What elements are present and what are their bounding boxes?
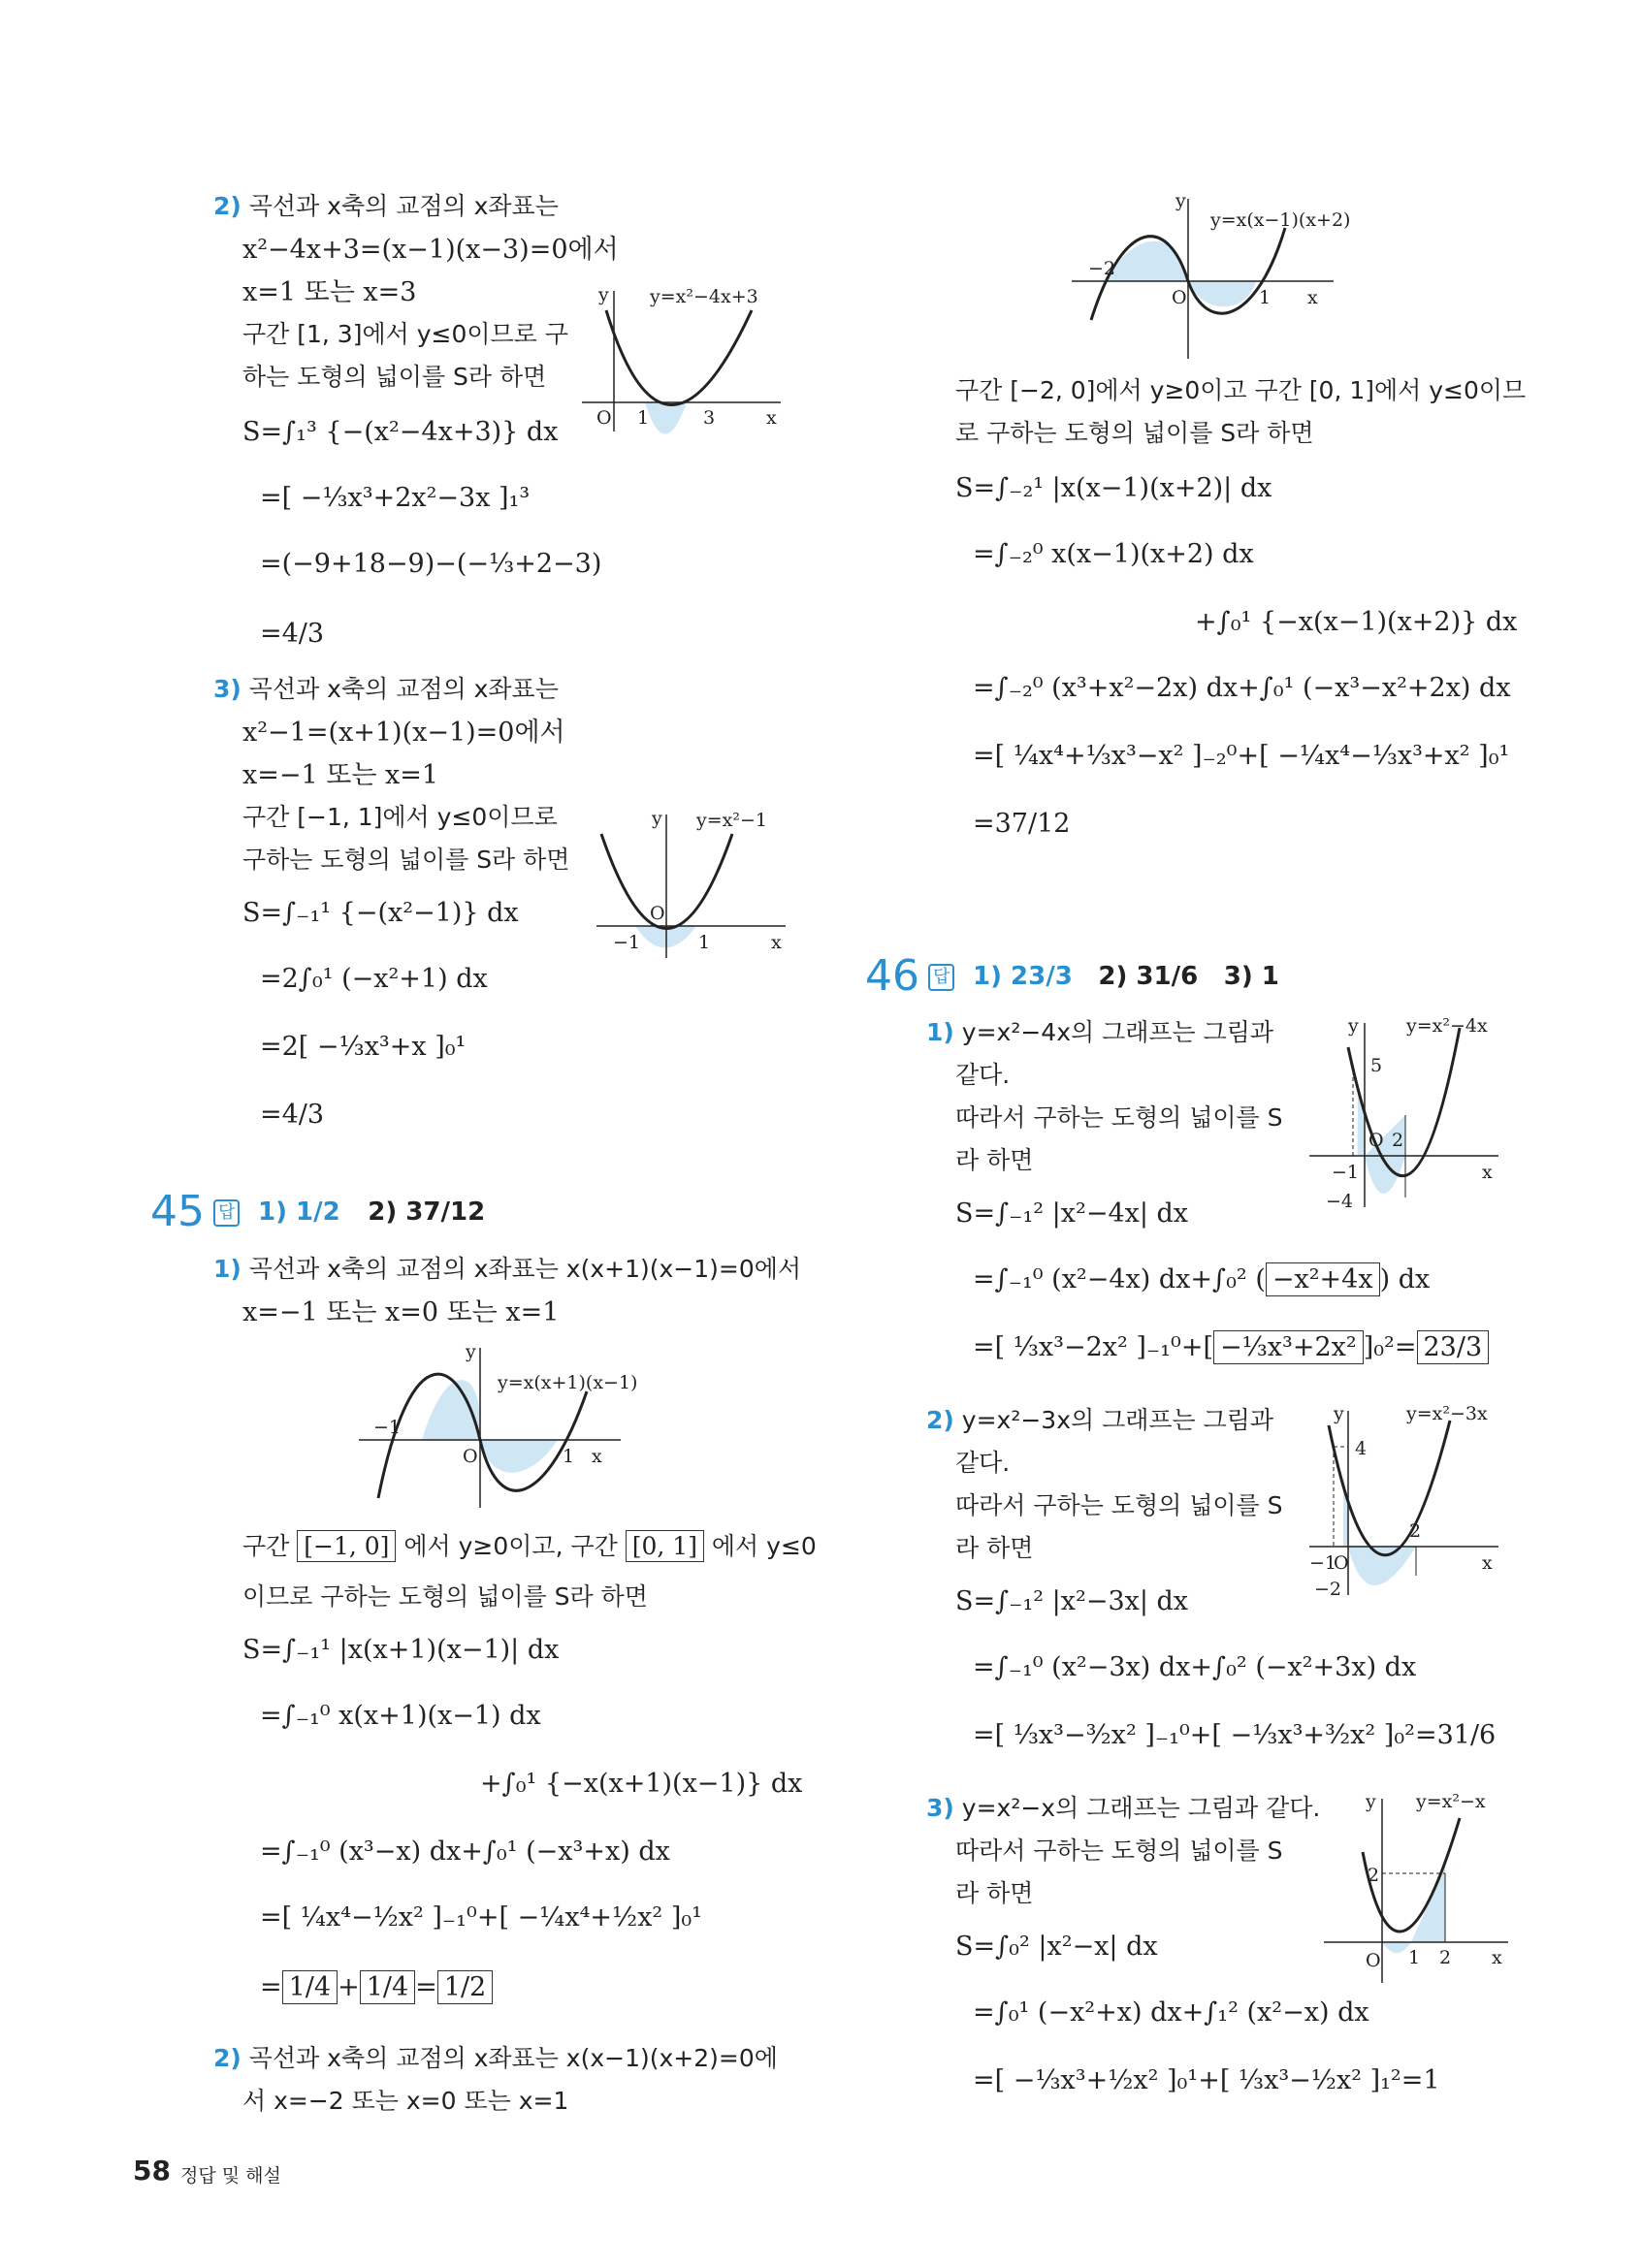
- q44-part3-math4: =4/3: [260, 1100, 325, 1130]
- y-label: y: [1175, 190, 1186, 211]
- tick-neg1: −1: [373, 1417, 402, 1438]
- q44-part3-line2: x²−1=(x+1)(x−1)=0에서: [242, 718, 565, 748]
- q44-part3-line1: [213, 677, 559, 701]
- text: 구간: [242, 1532, 290, 1560]
- tick-1: 1: [563, 1446, 575, 1467]
- graph-title: y=x(x−1)(x+2): [1210, 209, 1351, 231]
- q44-part3-line5: 구하는 도형의 넓이를 S라 하면: [242, 846, 570, 874]
- shaded-region: [645, 402, 687, 434]
- q46-part1-math3: [973, 1334, 1489, 1360]
- q46-part2-line1: [926, 1408, 1273, 1432]
- tick-neg4: −4: [1326, 1191, 1354, 1212]
- x-label: x: [771, 932, 782, 953]
- curve: [606, 310, 752, 405]
- tick-5: 5: [1370, 1055, 1383, 1076]
- q46-part2-line4: 라 하면: [955, 1534, 1034, 1562]
- q44-part2-math3: =(−9+18−9)−(−⅓+2−3): [260, 549, 602, 579]
- graph-title: y=x²−3x: [1406, 1403, 1488, 1424]
- graph-x2-4x-3: [577, 281, 790, 436]
- text: 곡선과 x축의 교점의 x좌표는 x(x−1)(x+2)=0에: [248, 2044, 778, 2072]
- q44-part3-math3: =2[ −⅓x³+x ]₀¹: [260, 1032, 467, 1062]
- q45-part2-line3: 구간 [−2, 0]에서 y≥0이고 구간 [0, 1]에서 y≤0이므: [955, 376, 1527, 404]
- answer-tag: 답: [213, 1199, 240, 1227]
- q46-part1-line2: 같다.: [955, 1061, 1011, 1089]
- answer-3: 3) 1: [1223, 962, 1279, 991]
- origin-label: O: [463, 1446, 478, 1467]
- q46-part2-line3: 따라서 구하는 도형의 넓이를 S: [955, 1491, 1283, 1519]
- q45-part1-line1: [213, 1257, 801, 1281]
- graph-title: y=x²−4x+3: [650, 286, 758, 307]
- shaded-region-right: [1348, 1547, 1416, 1585]
- graph-x-x+1-x-1: [354, 1338, 684, 1513]
- graph-title: y=x(x+1)(x−1): [498, 1372, 638, 1393]
- shaded-region-right: [1365, 1115, 1405, 1194]
- q45-part1-math2: =∫₋₁⁰ x(x+1)(x−1) dx: [260, 1701, 541, 1731]
- q46-part2-math3: =[ ⅓x³−³⁄₂x² ]₋₁⁰+[ −⅓x³+³⁄₂x² ]₀²=31/6: [973, 1720, 1497, 1750]
- y-label: y: [598, 284, 609, 305]
- tick-2: 2: [1439, 1947, 1452, 1968]
- origin-label: O: [1366, 1950, 1381, 1971]
- q45-part1-math4: =∫₋₁⁰ (x³−x) dx+∫₀¹ (−x³+x) dx: [260, 1837, 670, 1867]
- q45-part1-math6: = 1/4 + 1/4 = 1/2: [260, 1974, 493, 2000]
- graph-x2-1: [592, 805, 795, 960]
- q45-part1-line4: 이므로 구하는 도형의 넓이를 S라 하면: [242, 1582, 648, 1611]
- x-label: x: [1307, 287, 1318, 308]
- q45-part1-math5: =[ ¼x⁴−½x² ]₋₁⁰+[ −¼x⁴+½x² ]₀¹: [260, 1902, 703, 1933]
- tick-neg1: −1: [613, 932, 641, 953]
- x-label: x: [1482, 1552, 1493, 1574]
- part-label: 1): [213, 1255, 241, 1283]
- text: 에서 y≥0이고, 구간: [403, 1532, 618, 1560]
- q45-part1-math3: +∫₀¹ {−x(x+1)(x−1)} dx: [480, 1769, 803, 1799]
- question-number-46: 46: [865, 951, 919, 1001]
- part-label: 3): [213, 675, 241, 703]
- shaded-region-left: [1382, 1942, 1411, 1953]
- part-label: 3): [926, 1794, 954, 1822]
- part-label: 2): [213, 192, 241, 220]
- x-label: x: [1492, 1947, 1502, 1968]
- boxed-result: 23/3: [1417, 1330, 1490, 1364]
- q46-part3-math3: =[ −⅓x³+½x² ]₀¹+[ ⅓x³−½x² ]₁²=1: [973, 2065, 1440, 2095]
- answer-1: 1) 1/2: [257, 1198, 340, 1227]
- q44-part2-math2: =[ −⅓x³+2x²−3x ]₁³: [260, 483, 531, 513]
- boxed-interval-1: [−1, 0]: [297, 1530, 396, 1562]
- boxed-expression: −x²+4x: [1266, 1262, 1380, 1296]
- x-label: x: [592, 1446, 602, 1467]
- tick-2: 2: [1409, 1520, 1422, 1542]
- q45-part2-math1: S=∫₋₂¹ |x(x−1)(x+2)| dx: [955, 473, 1272, 503]
- boxed-value-a: 1/4: [282, 1970, 338, 2004]
- q45-part2-math6: =37/12: [973, 809, 1071, 839]
- q46-answers: [928, 963, 1279, 991]
- boxed-expression: −⅓x³+2x²: [1213, 1330, 1364, 1364]
- q44-part3-math2: =2∫₀¹ (−x²+1) dx: [260, 964, 488, 994]
- y-label: y: [1334, 1403, 1344, 1424]
- graph-x2-4x: [1304, 1008, 1503, 1212]
- q45-part1-math1: S=∫₋₁¹ |x(x+1)(x−1)| dx: [242, 1635, 560, 1665]
- q45-part2-line2: 서 x=−2 또는 x=0 또는 x=1: [242, 2087, 569, 2115]
- question-number-45: 45: [150, 1187, 205, 1236]
- q44-part2-line1: [213, 194, 559, 218]
- footer-label: 정답 및 해설: [180, 2165, 281, 2187]
- tick-neg2: −2: [1314, 1579, 1342, 1600]
- boxed-value-b: 1/4: [360, 1970, 415, 2004]
- q46-part1-line1: [926, 1020, 1273, 1044]
- graph-title: y=x²−1: [696, 810, 767, 831]
- answer-2: 2) 37/12: [368, 1198, 486, 1227]
- q45-part2-math3: +∫₀¹ {−x(x−1)(x+2)} dx: [1195, 607, 1518, 637]
- y-label: y: [1348, 1015, 1359, 1037]
- graph-x-x-1-x+2: [1067, 189, 1387, 364]
- y-label: y: [652, 808, 662, 829]
- tick-neg1: −1: [1332, 1162, 1360, 1183]
- part-label: 2): [213, 2044, 241, 2072]
- q44-part2-line3: x=1 또는 x=3: [242, 277, 417, 307]
- q45-part1-line2: x=−1 또는 x=0 또는 x=1: [242, 1297, 560, 1327]
- q46-part2-line2: 같다.: [955, 1449, 1011, 1477]
- boxed-value-c: 1/2: [437, 1970, 493, 2004]
- origin-label: O: [650, 903, 665, 924]
- q44-part3-line3: x=−1 또는 x=1: [242, 760, 439, 790]
- part-label: 1): [926, 1018, 954, 1046]
- text: 곡선과 x축의 교점의 x좌표는: [248, 192, 559, 220]
- tick-3: 3: [703, 407, 716, 429]
- math: ) dx: [1379, 1264, 1431, 1294]
- q46-part2-math2: =∫₋₁⁰ (x²−3x) dx+∫₀² (−x²+3x) dx: [973, 1652, 1417, 1682]
- answer-1: 1) 23/3: [972, 962, 1073, 991]
- text: y=x²−3x의 그래프는 그림과: [961, 1406, 1274, 1434]
- q46-part1-line4: 라 하면: [955, 1146, 1034, 1174]
- q44-part2-math1: S=∫₁³ {−(x²−4x+3)} dx: [242, 417, 559, 447]
- q46-part3-math2: =∫₀¹ (−x²+x) dx+∫₁² (x²−x) dx: [973, 1997, 1369, 2028]
- q45-answers: [213, 1198, 485, 1227]
- math: =∫₋₁⁰ (x²−4x) dx+∫₀² (: [973, 1264, 1266, 1294]
- origin-label: O: [1368, 1130, 1384, 1151]
- q46-part3-line3: 라 하면: [955, 1879, 1034, 1907]
- page-number: 58: [133, 2155, 171, 2187]
- q46-part3-line2: 따라서 구하는 도형의 넓이를 S: [955, 1837, 1283, 1865]
- q44-part2-line4: 구간 [1, 3]에서 y≤0이므로 구: [242, 320, 568, 348]
- graph-title: y=x²−x: [1416, 1791, 1486, 1812]
- q45-part2-math4: =∫₋₂⁰ (x³+x²−2x) dx+∫₀¹ (−x³−x²+2x) dx: [973, 673, 1511, 703]
- x-label: x: [766, 407, 777, 429]
- tick-1: 1: [1259, 287, 1272, 308]
- q46-part2-math1: S=∫₋₁² |x²−3x| dx: [955, 1586, 1189, 1616]
- q46-part1-math1: S=∫₋₁² |x²−4x| dx: [955, 1198, 1189, 1229]
- x-label: x: [1482, 1162, 1493, 1183]
- graph-title: y=x²−4x: [1406, 1015, 1488, 1037]
- graph-x2-3x: [1304, 1396, 1503, 1600]
- q45-part2-line4: 로 구하는 도형의 넓이를 S라 하면: [955, 419, 1314, 447]
- q44-part2-math4: =4/3: [260, 619, 325, 649]
- text: y=x²−4x의 그래프는 그림과: [961, 1018, 1274, 1046]
- q45-part2-math5: =[ ¼x⁴+⅓x³−x² ]₋₂⁰+[ −¼x⁴−⅓x³+x² ]₀¹: [973, 741, 1510, 771]
- tick-neg2: −2: [1088, 258, 1116, 279]
- q45-part1-line3: [242, 1534, 817, 1558]
- text: 곡선과 x축의 교점의 x좌표는 x(x+1)(x−1)=0에서: [248, 1255, 802, 1283]
- q44-part2-line5: 하는 도형의 넓이를 S라 하면: [242, 363, 547, 391]
- q45-part2-math2: =∫₋₂⁰ x(x−1)(x+2) dx: [973, 539, 1254, 569]
- graph-x2-x: [1319, 1784, 1513, 1988]
- boxed-interval-2: [0, 1]: [626, 1530, 704, 1562]
- shaded-region-right: [480, 1440, 558, 1473]
- tick-1: 1: [637, 407, 650, 429]
- tick-y2: 2: [1368, 1865, 1380, 1886]
- y-label: y: [466, 1341, 476, 1362]
- text: 에서 y≤0: [711, 1532, 817, 1560]
- q46-part1-line3: 따라서 구하는 도형의 넓이를 S: [955, 1103, 1283, 1132]
- text: y=x²−x의 그래프는 그림과 같다.: [961, 1794, 1321, 1822]
- q44-part2-line2: x²−4x+3=(x−1)(x−3)=0에서: [242, 235, 619, 265]
- y-label: y: [1366, 1791, 1376, 1812]
- origin-label: O: [1172, 287, 1187, 308]
- q45-part2-line1: [213, 2046, 778, 2070]
- origin-label: O: [596, 407, 612, 429]
- text: 곡선과 x축의 교점의 x좌표는: [248, 675, 559, 703]
- tick-1: 1: [698, 932, 711, 953]
- tick-neg1: −1: [1309, 1552, 1337, 1574]
- answer-tag: 답: [928, 964, 954, 991]
- math: =[ ⅓x³−2x² ]₋₁⁰+[: [973, 1332, 1213, 1362]
- origin-label: O: [1334, 1552, 1349, 1574]
- math: ]₀²=: [1363, 1332, 1417, 1362]
- q46-part3-math1: S=∫₀² |x²−x| dx: [955, 1932, 1158, 1962]
- part-label: 2): [926, 1406, 954, 1434]
- answer-2: 2) 31/6: [1098, 962, 1199, 991]
- tick-2: 2: [1392, 1130, 1404, 1151]
- q44-part3-line4: 구간 [−1, 1]에서 y≤0이므로: [242, 803, 558, 831]
- q46-part3-line1: [926, 1796, 1320, 1820]
- tick-4: 4: [1355, 1438, 1368, 1459]
- q44-part3-math1: S=∫₋₁¹ {−(x²−1)} dx: [242, 898, 519, 928]
- tick-1: 1: [1408, 1947, 1421, 1968]
- q46-part1-math2: [973, 1266, 1430, 1293]
